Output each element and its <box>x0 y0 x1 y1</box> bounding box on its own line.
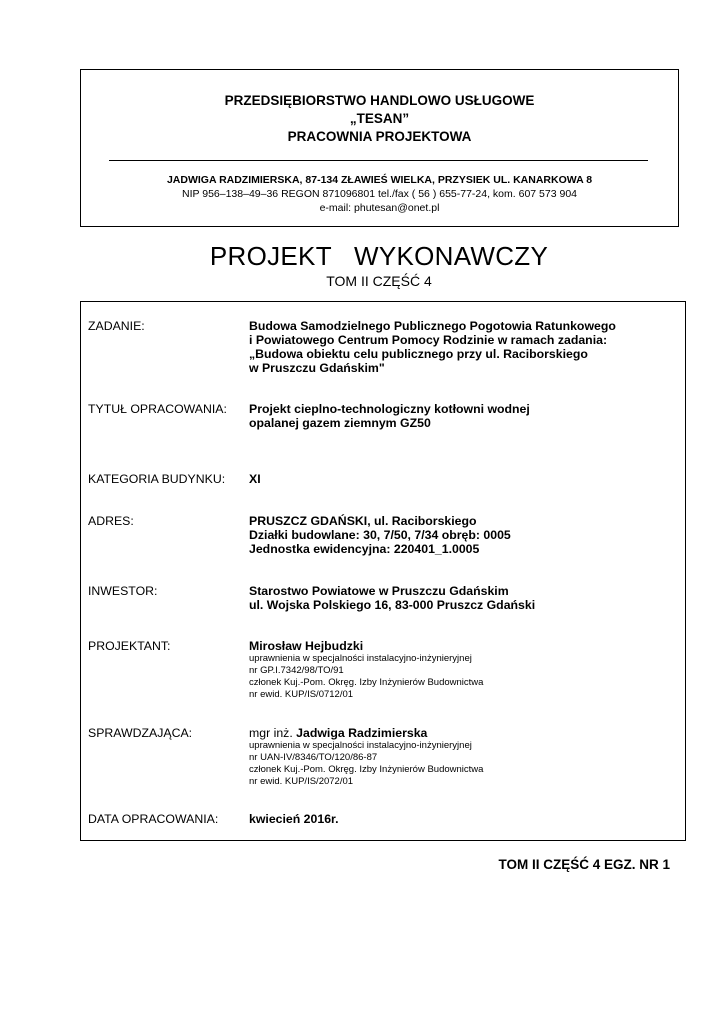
field-label: PROJEKTANT: <box>88 639 171 653</box>
company-name-line1: PRZEDSIĘBIORSTWO HANDLOWO USŁUGOWE <box>224 93 535 108</box>
project-details-box <box>80 301 686 841</box>
value-line: Budowa Samodzielnego Publicznego Pogotowia Ratunkowego <box>249 319 616 333</box>
value-line: Działki budowlane: 30, 7/50, 7/34 obręb: 0005 <box>249 528 511 542</box>
value-line: PRUSZCZ GDAŃSKI, ul. Raciborskiego <box>249 514 477 528</box>
value-line: Jednostka ewidencyjna: 220401_1.0005 <box>249 542 480 556</box>
field-value <box>249 514 511 556</box>
value-line: w Pruszczu Gdańskim" <box>249 361 385 375</box>
checker-name-line <box>249 726 483 740</box>
checker-title: mgr inż. <box>249 726 293 740</box>
credential-line: uprawnienia w specjalności instalacyjno-inżynieryjnej <box>249 653 472 664</box>
credential-line: uprawnienia w specjalności instalacyjno-inżynieryjnej <box>249 740 472 751</box>
field-label: ZADANIE: <box>88 319 145 333</box>
company-header-box <box>80 69 679 227</box>
field-value <box>249 584 535 612</box>
field-value <box>249 402 530 430</box>
value-line: Projekt cieplno-technologiczny kotłowni wodnej <box>249 402 530 416</box>
field-label: KATEGORIA BUDYNKU: <box>88 472 226 486</box>
copy-number: TOM II CZĘŚĆ 4 EGZ. NR 1 <box>498 857 670 872</box>
company-name-line2: „TESAN” <box>349 111 410 126</box>
credential-line: nr ewid. KUP/IS/0712/01 <box>249 689 354 700</box>
designer-name: Mirosław Hejbudzki <box>249 639 364 653</box>
field-label: DATA OPRACOWANIA: <box>88 812 219 826</box>
field-value <box>249 726 483 788</box>
field-label: INWESTOR: <box>88 584 158 598</box>
field-value: XI <box>249 472 261 486</box>
credential-line: nr ewid. KUP/IS/2072/01 <box>249 776 354 787</box>
credential-line: członek Kuj.-Pom. Okręg. Izby Inżynierów Budownictwa <box>249 764 484 775</box>
company-name-line3: PRACOWNIA PROJEKTOWA <box>287 129 472 144</box>
header-divider <box>109 160 648 161</box>
field-label: TYTUŁ OPRACOWANIA: <box>88 402 227 416</box>
value-line: opalanej gazem ziemnym GZ50 <box>249 416 431 430</box>
field-label: SPRAWDZAJĄCA: <box>88 726 193 740</box>
company-email: e-mail: phutesan@onet.pl <box>319 202 440 214</box>
field-value <box>249 639 483 701</box>
value-line: ul. Wojska Polskiego 16, 83-000 Pruszcz Gdański <box>249 598 536 612</box>
credential-line: członek Kuj.-Pom. Okręg. Izby Inżynierów Budownictwa <box>249 677 484 688</box>
document-title: PROJEKT WYKONAWCZY <box>209 241 549 271</box>
credential-line: nr UAN-IV/8346/TO/120/86-87 <box>249 752 378 763</box>
company-address: JADWIGA RADZIMIERSKA, 87-134 ZŁAWIEŚ WIELKA, PRZYSIEK UL. KANARKOWA 8 <box>166 174 593 186</box>
field-label: ADRES: <box>88 514 134 528</box>
field-value <box>249 319 616 375</box>
value-line: i Powiatowego Centrum Pomocy Rodzinie w ramach zadania: <box>249 333 608 347</box>
value-line: „Budowa obiektu celu publicznego przy ul. Raciborskiego <box>249 347 588 361</box>
checker-name: Jadwiga Radzimierska <box>296 726 428 740</box>
company-registration: NIP 956–138–49–36 REGON 871096801 tel./fax ( 56 ) 655-77-24, kom. 607 573 904 <box>182 188 577 200</box>
value-line: Starostwo Powiatowe w Pruszczu Gdańskim <box>249 584 509 598</box>
document-subtitle: TOM II CZĘŚĆ 4 <box>326 273 432 289</box>
field-value: kwiecień 2016r. <box>249 812 339 826</box>
credential-line: nr GP.I.7342/98/TO/91 <box>249 665 344 676</box>
